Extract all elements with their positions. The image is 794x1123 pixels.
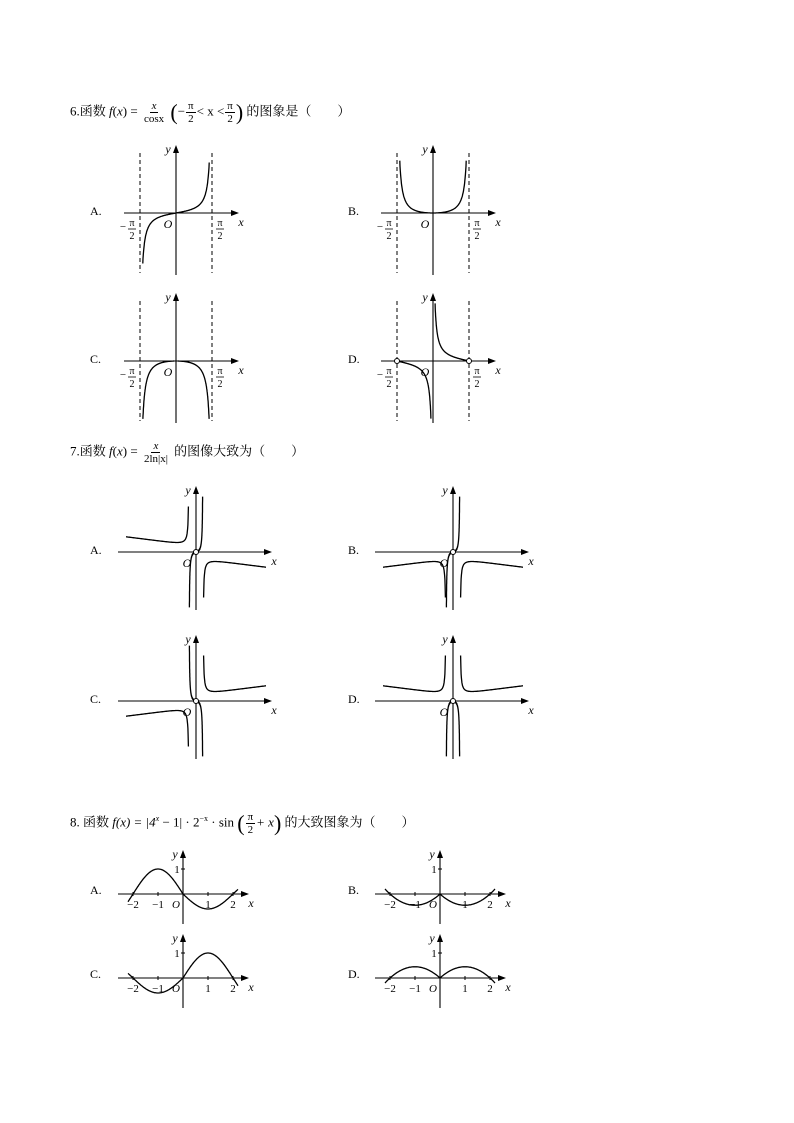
q8c-tick-label-2: 1 (205, 983, 211, 995)
q8b-tick-label-3: 2 (487, 899, 493, 911)
q6c-y-arrow (173, 293, 179, 301)
q6a-pos-half-pi-pi: π (217, 218, 223, 229)
q6a-y-arrow (173, 145, 179, 153)
q7a-y-arrow (193, 486, 199, 494)
q8c-tick-label-3: 2 (230, 983, 236, 995)
q6c-neg-half-pi-pi: π (129, 366, 135, 377)
q6b-neg-half-pi-pi: π (386, 218, 392, 229)
q8d-x-label: x (505, 980, 511, 994)
q6d-x-label: x (495, 363, 501, 377)
q6a-origin: O (163, 217, 173, 231)
q7b-curve-l (383, 562, 445, 598)
q6b-y-label: y (422, 142, 428, 156)
q6-option-c[interactable]: C. (90, 352, 102, 366)
q6-option-d[interactable]: D. (348, 352, 360, 366)
q6d-curve-right (435, 303, 469, 361)
q7a-open-origin (194, 550, 199, 555)
q7a-origin: O (182, 556, 192, 570)
q7a-curve-inner-l (189, 552, 196, 607)
q7a-y-label: y (185, 483, 191, 497)
q6-option-a[interactable]: A. (90, 204, 102, 218)
q6b-x-label: x (495, 215, 501, 229)
q8a-y-label: y (172, 847, 178, 861)
q6d-y-arrow (430, 293, 436, 301)
q8d-y-arrow (437, 934, 443, 942)
q8a-origin: O (172, 899, 180, 911)
q8c-y-arrow (180, 934, 186, 942)
q6c-y-label: y (165, 290, 171, 304)
q6d-open-point-left (395, 359, 400, 364)
q8b-tick-label-2: 1 (462, 899, 468, 911)
q8b-y-label: y (429, 847, 435, 861)
q6c-origin: O (163, 365, 173, 379)
q7c-y-label: y (185, 632, 191, 646)
q6b-neg-half-pi-two: 2 (386, 231, 392, 242)
q7d-y-label: y (442, 632, 448, 646)
q8d-origin: O (429, 983, 437, 995)
q8a-tick-label-2: 1 (205, 899, 211, 911)
q8a-y-tick-label: 1 (174, 864, 180, 876)
q6d-y-label: y (422, 290, 428, 304)
q6b-pos-half-pi-pi: π (474, 218, 480, 229)
q8b-y-arrow (437, 850, 443, 858)
q6d-open-point-right (467, 359, 472, 364)
q7d-curve-inner-r (453, 701, 460, 756)
q8c-y-label: y (172, 931, 178, 945)
q7-option-b[interactable]: B. (348, 543, 360, 557)
q7b-curve-inner-l (446, 552, 453, 607)
q6c-pos-half-pi-two: 2 (217, 379, 223, 390)
q7d-open-origin (451, 699, 456, 704)
q6b-pos-half-pi-two: 2 (474, 231, 480, 242)
q8-option-a[interactable]: A. (90, 883, 102, 897)
q8c-x-label: x (248, 980, 254, 994)
q7c-open-origin (194, 699, 199, 704)
q8d-tick-label-3: 2 (487, 983, 493, 995)
q6d-pos-half-pi-two: 2 (474, 379, 480, 390)
q7c-origin: O (182, 705, 192, 719)
q7c-curve-inner-l (189, 646, 196, 701)
q8d-y-tick-label: 1 (431, 948, 437, 960)
q7b-y-label: y (442, 483, 448, 497)
q6d-neg-half-pi-minus: − (376, 369, 384, 381)
q7c-y-arrow (193, 635, 199, 643)
q7-fraction: $\frac{x}{2\ln|x|}$ (143, 440, 168, 465)
q6b-y-arrow (430, 145, 436, 153)
q6b-neg-half-pi-minus: − (376, 221, 384, 233)
q6d-origin: O (420, 365, 430, 379)
q8-option-c[interactable]: C. (90, 967, 102, 981)
q7b-origin: O (439, 556, 449, 570)
q7c-curve-l (126, 711, 188, 747)
q7d-y-arrow (450, 635, 456, 643)
q8c-tick-label-1: −1 (152, 983, 164, 995)
q8c-y-tick-label: 1 (174, 948, 180, 960)
q7d-curve-l (383, 656, 445, 692)
q8a-tick-label-1: −1 (152, 899, 164, 911)
q8b-x-label: x (505, 896, 511, 910)
q6c-neg-half-pi-minus: − (119, 369, 127, 381)
q6-fraction: $\frac{x}{\cos x}$ (143, 100, 165, 125)
q6a-neg-half-pi-two: 2 (129, 231, 135, 242)
q7b-curve-inner-r (453, 497, 460, 552)
q6a-pos-half-pi-two: 2 (217, 231, 223, 242)
q7d-curve-r (461, 656, 523, 692)
q6a-x-label: x (238, 215, 244, 229)
q7a-curve-inner-r (196, 497, 203, 552)
q7c-x-label: x (271, 703, 277, 717)
q6a-neg-half-pi-pi: π (129, 218, 135, 229)
q7b-open-origin (451, 550, 456, 555)
q6d-neg-half-pi-pi: π (386, 366, 392, 377)
q7b-curve-r (461, 562, 523, 598)
q8b-tick-label-1: −1 (409, 899, 421, 911)
q6a-y-label: y (165, 142, 171, 156)
q6c-curve-right (178, 361, 209, 419)
q8d-tick-label-1: −1 (409, 983, 421, 995)
q7b-x-label: x (528, 554, 534, 568)
q8-stem: 8. 函数 $f(x) = |4^x - 1| \cdot 2^{-x} \cdot \sin$ ( $\frac{\pi}{2}$ + x) 的大致图象为（ ） (70, 810, 415, 836)
q8b-tick-label-0: −2 (384, 899, 396, 911)
q8d-tick-label-2: 1 (462, 983, 468, 995)
q8a-tick-label-0: −2 (127, 899, 139, 911)
q7d-curve-inner-l (446, 701, 453, 756)
q6d-pos-half-pi-pi: π (474, 366, 480, 377)
q8a-y-arrow (180, 850, 186, 858)
q8d-tick-label-0: −2 (384, 983, 396, 995)
q6d-neg-half-pi-two: 2 (386, 379, 392, 390)
q7-stem: 7.函数 f(x) = $\frac{x}{2\ln|x|}$ 的图像大致为（ ） (70, 440, 305, 465)
q8-option-b[interactable]: B. (348, 883, 360, 897)
q6-option-b[interactable]: B. (348, 204, 360, 218)
q8-option-d[interactable]: D. (348, 967, 360, 981)
q8a-tick-label-3: 2 (230, 899, 236, 911)
q8d-y-label: y (429, 931, 435, 945)
q8b-origin: O (429, 899, 437, 911)
q6a-neg-half-pi-minus: − (119, 221, 127, 233)
q7c-curve-inner-r (196, 701, 203, 756)
q7c-curve-r (204, 656, 266, 692)
q7d-x-label: x (528, 703, 534, 717)
q6-stem: 6.函数 f(x) = $\frac{x}{\cos x}$ (− $\frac{\pi}{2}$ < x < $\frac{\pi}{2}$ ) 的图象是（ ） (70, 99, 351, 125)
q8c-tick-label-0: −2 (127, 983, 139, 995)
q6c-pos-half-pi-pi: π (217, 366, 223, 377)
q7-option-d[interactable]: D. (348, 692, 360, 706)
q7d-origin: O (439, 705, 449, 719)
q7a-x-label: x (271, 554, 277, 568)
q8a-x-label: x (248, 896, 254, 910)
q7-option-a[interactable]: A. (90, 543, 102, 557)
q7-option-c[interactable]: C. (90, 692, 102, 706)
q8c-origin: O (172, 983, 180, 995)
q6c-neg-half-pi-two: 2 (129, 379, 135, 390)
q6b-origin: O (420, 217, 430, 231)
q7b-y-arrow (450, 486, 456, 494)
q6c-x-label: x (238, 363, 244, 377)
q7a-curve-r (204, 562, 266, 598)
q8b-y-tick-label: 1 (431, 864, 437, 876)
q7a-curve-l (126, 507, 188, 543)
